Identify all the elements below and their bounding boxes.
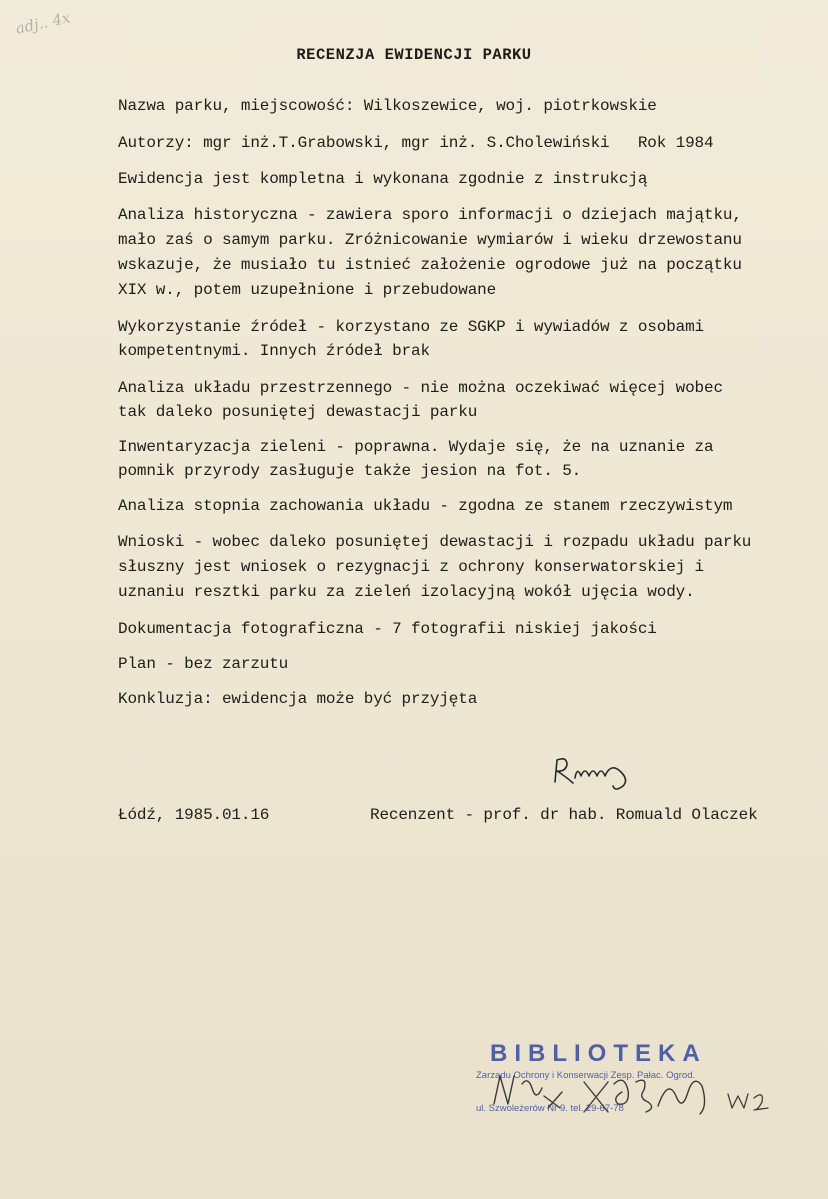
park-name-line: Nazwa parku, miejscowość: Wilkoszewice, woj. piotrkowskie bbox=[118, 97, 657, 115]
conclusions-line: słuszny jest wniosek o rezygnacji z ochrony konserwatorskiej i bbox=[118, 558, 704, 576]
spatial-analysis-line: tak daleko posuniętej dewastacji parku bbox=[118, 403, 478, 421]
historical-analysis-line: mało zaś o samym parku. Zróżnicowanie wymiarów i wieku drzewostanu bbox=[118, 231, 742, 249]
conclusions-line: uznaniu resztki parku za zieleń izolacyjną wokół ujęcia wody. bbox=[118, 583, 695, 601]
document-title: RECENZJA EWIDENCJI PARKU bbox=[296, 46, 532, 64]
conclusion-line: Konkluzja: ewidencja może być przyjęta bbox=[118, 690, 478, 708]
handwritten-inventory-number bbox=[488, 1062, 788, 1122]
completeness-line: Ewidencja jest kompletna i wykonana zgodnie z instrukcją bbox=[118, 170, 648, 188]
historical-analysis-line: XIX w., potem uzupełnione i przebudowane bbox=[118, 281, 497, 299]
sources-line: kompetentnymi. Innych źródeł brak bbox=[118, 342, 430, 360]
sources-line: Wykorzystanie źródeł - korzystano ze SGKP i wywiadów z osobami bbox=[118, 318, 704, 336]
margin-pencil-note: adj.. 4x bbox=[14, 8, 73, 38]
historical-analysis-line: Analiza historyczna - zawiera sporo informacji o dziejach majątku, bbox=[118, 206, 742, 224]
stamp-title: BIBLIOTEKA bbox=[490, 1040, 707, 1067]
conclusions-line: Wnioski - wobec daleko posuniętej dewastacji i rozpadu układu parku bbox=[118, 533, 752, 551]
greenery-inventory-line: Inwentaryzacja zieleni - poprawna. Wydaje się, że na uznanie za bbox=[118, 438, 714, 456]
historical-analysis-line: wskazuje, że musiało tu istnieć założenie ogrodowe już na początku bbox=[118, 256, 742, 274]
stamp-address-line: Zarządu Ochrony i Konserwacji Zesp. Pałac. Ogrod. bbox=[476, 1070, 696, 1081]
place-date: Łódź, 1985.01.16 bbox=[118, 806, 270, 824]
preservation-analysis-line: Analiza stopnia zachowania układu - zgodna ze stanem rzeczywistym bbox=[118, 497, 733, 515]
signature bbox=[545, 752, 660, 797]
authors-line: Autorzy: mgr inż.T.Grabowski, mgr inż. S.Cholewiński Rok 1984 bbox=[118, 134, 714, 152]
photo-documentation-line: Dokumentacja fotograficzna - 7 fotografii niskiej jakości bbox=[118, 620, 657, 638]
plan-line: Plan - bez zarzutu bbox=[118, 655, 289, 673]
greenery-inventory-line: pomnik przyrody zasługuje także jesion na fot. 5. bbox=[118, 462, 582, 480]
stamp-address-line: ul. Szwoleżerów Nr 9. tel. 29-67-78 bbox=[476, 1103, 624, 1114]
reviewer-line: Recenzent - prof. dr hab. Romuald Olaczek bbox=[370, 806, 758, 824]
spatial-analysis-line: Analiza układu przestrzennego - nie można oczekiwać więcej wobec bbox=[118, 379, 723, 397]
